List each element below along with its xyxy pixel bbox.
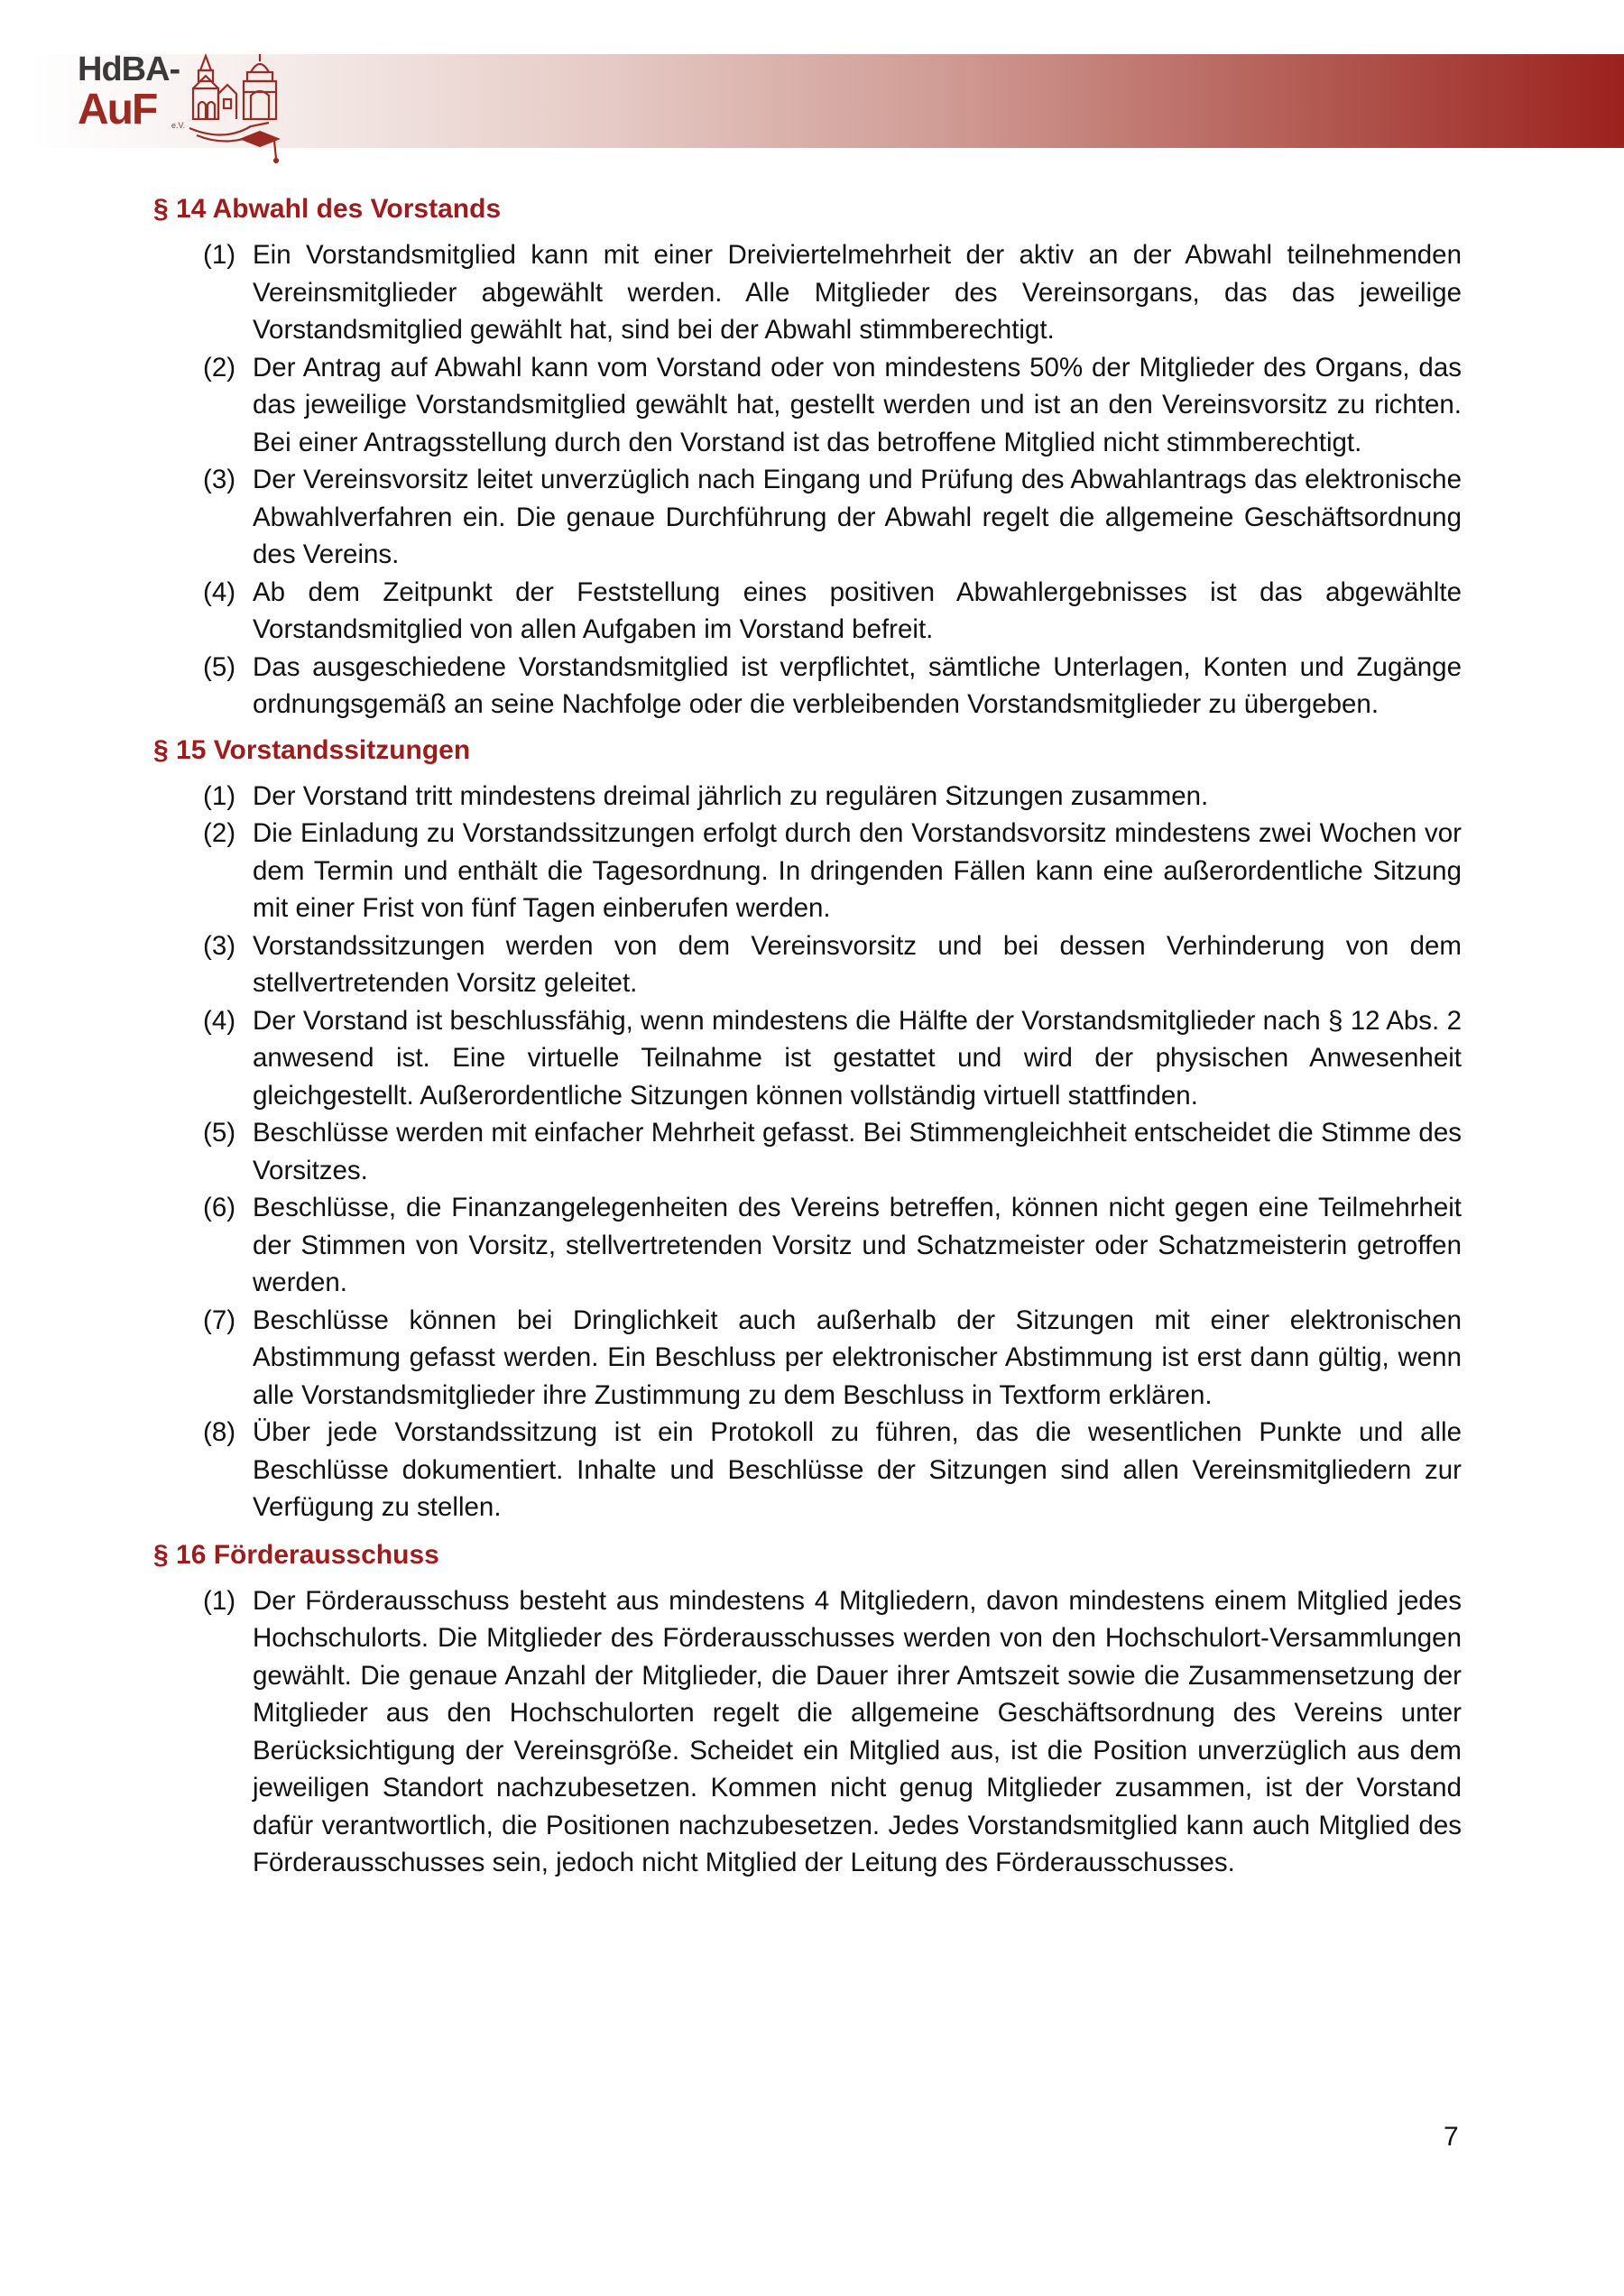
clause-number: (5) — [203, 651, 236, 682]
clause-number: (1) — [203, 780, 236, 811]
organization-logo — [72, 52, 307, 170]
clause-text: Vorstandssitzungen werden von dem Vereinsvorsitz und bei dessen Verhinderung von dem stellvertretenden Vorsitz geleitet. — [253, 930, 1462, 998]
clause-number: (1) — [203, 1585, 236, 1616]
clause-text: Der Vorstand ist beschlussfähig, wenn mindestens die Hälfte der Vorstandsmitglieder nach § 12 Abs. 2 anwesend ist. Eine virtuelle Teilnahme ist gestattet und wird der physischen Anwesenheit gleichgestellt. Außerordentliche Sitzungen können vollständig virtuell stattfinden. — [253, 1005, 1462, 1111]
logo-text-ev: e.V. — [171, 121, 186, 130]
clause-number: (3) — [203, 465, 236, 494]
section-15 — [153, 733, 1462, 1526]
clause-text: Ein Vorstandsmitglied kann mit einer Dreiviertelmehrheit der aktiv an der Abwahl teilnehmenden Vereinsmitglieder abgewählt werden. Alle Mitglieder des Vereinsorgans, das das jeweilige Vorstandsmitglied gewählt hat, sind bei der Abwahl stimmberechtigt. — [253, 240, 1462, 345]
clause-item — [153, 349, 1462, 462]
clause-number: (4) — [203, 576, 236, 607]
clause-item — [153, 1302, 1462, 1415]
clause-text: Beschlüsse werden mit einfacher Mehrheit gefasst. Bei Stimmengleichheit entscheidet die Stimme des Vorsitzes. — [253, 1118, 1462, 1185]
clause-number: (2) — [203, 352, 236, 383]
clause-item — [153, 461, 1462, 574]
section-16 — [153, 1537, 1462, 1882]
clause-number: (6) — [203, 1193, 236, 1222]
section-heading: § 15 Vorstandssitzungen — [153, 734, 471, 765]
clause-number: (7) — [203, 1305, 236, 1335]
clause-item — [153, 1114, 1462, 1189]
clause-number: (4) — [203, 1005, 236, 1036]
clause-text: Das ausgeschiedene Vorstandsmitglied ist verpflichtet, sämtliche Unterlagen, Konten und Zugänge ordnungsgemäß an seine Nachfolge oder die verbleibenden Vorstandsmitglieder zu übergeben. — [253, 651, 1462, 719]
clause-number: (5) — [203, 1118, 236, 1148]
clause-number: (2) — [203, 818, 236, 848]
clause-number: (3) — [203, 930, 236, 961]
clause-text: Der Förderausschuss besteht aus mindestens 4 Mitgliedern, davon mindestens einem Mitglied jedes Hochschulorts. Die Mitglieder des Förderausschusses werden von den Hochschulort-Versammlungen gewählt. Die genaue Anzahl der Mitglieder, die Dauer ihrer Amtszeit sowie die Zusammensetzung der Mitglieder aus den Hochschulorten regelt die allgemeine Geschäftsordnung des Vereins unter Berücksichtigung der Vereinsgröße. Scheidet ein Mitglied aus, ist die Position unverzüglich aus dem jeweiligen Standort nachzubesetzen. Kommen nicht genug Mitglieder zusammen, ist der Vorstand dafür verantwortlich, die Positionen nachzubesetzen. Jedes Vorstandsmitglied kann auch Mitglied des Förderausschusses sein, jedoch nicht Mitglied der Leitung des Förderausschusses. — [253, 1585, 1462, 1877]
clause-text: Über jede Vorstandssitzung ist ein Protokoll zu führen, das die wesentlichen Punkte und alle Beschlüsse dokumentiert. Inhalte und Beschlüsse der Sitzungen sind allen Vereinsmitgliedern zur Verfügung zu stellen. — [253, 1417, 1462, 1522]
clause-list — [153, 778, 1462, 1526]
clause-list — [153, 236, 1462, 724]
logo-text-hdba: HdBA- — [78, 51, 180, 88]
clause-item — [153, 815, 1462, 927]
clause-item — [153, 649, 1462, 724]
clause-item — [153, 778, 1462, 816]
clause-item — [153, 1414, 1462, 1526]
clause-text: Der Vorstand tritt mindestens dreimal jährlich zu regulären Sitzungen zusammen. — [253, 780, 1209, 811]
clause-item — [153, 1189, 1462, 1302]
document-body — [153, 191, 1462, 1882]
clause-number: (8) — [203, 1417, 236, 1447]
clause-item — [153, 1002, 1462, 1115]
section-heading: § 14 Abwahl des Vorstands — [153, 194, 502, 224]
clause-text: Ab dem Zeitpunkt der Feststellung eines positiven Abwahlergebnisses ist das abgewählte Vorstandsmitglied von allen Aufgaben im Vorstand befreit. — [253, 576, 1462, 644]
clause-item — [153, 236, 1462, 349]
clause-text: Beschlüsse, die Finanzangelegenheiten des Vereins betreffen, können nicht gegen eine Teilmehrheit der Stimmen von Vorsitz, stellvertretenden Vorsitz und Schatzmeister oder Schatzmeisterin getroffen werden. — [253, 1193, 1462, 1297]
section-14 — [153, 191, 1462, 724]
section-heading: § 16 Förderausschuss — [153, 1539, 439, 1570]
clause-list — [153, 1582, 1462, 1882]
clause-text: Der Vereinsvorsitz leitet unverzüglich nach Eingang und Prüfung des Abwahlantrags das elektronische Abwahlverfahren ein. Die genaue Durchführung der Abwahl regelt die allgemeine Geschäftsordnung des Vereins. — [253, 465, 1462, 569]
clause-item — [153, 574, 1462, 649]
logo-text-auf: AuF — [78, 86, 157, 134]
clause-item — [153, 1582, 1462, 1882]
clause-text: Die Einladung zu Vorstandssitzungen erfolgt durch den Vorstandsvorsitz mindestens zwei Wochen vor dem Termin und enthält die Tagesordnung. In dringenden Fällen kann eine außerordentliche Sitzung mit einer Frist von fünf Tagen einberufen werden. — [253, 818, 1462, 923]
clause-item — [153, 927, 1462, 1002]
clause-number: (1) — [203, 240, 236, 270]
clause-text: Beschlüsse können bei Dringlichkeit auch außerhalb der Sitzungen mit einer elektronischen Abstimmung gefasst werden. Ein Beschluss per elektronischer Abstimmung ist erst dann gültig, wenn alle Vorstandsmitglieder ihre Zustimmung zu dem Beschluss in Textform erklären. — [253, 1305, 1462, 1410]
university-buildings-icon — [188, 52, 296, 170]
clause-text: Der Antrag auf Abwahl kann vom Vorstand oder von mindestens 50% der Mitglieder des Organs, das das jeweilige Vorstandsmitglied gewählt hat, gestellt werden und ist an den Vereinsvorsitz zu richten. Bei einer Antragsstellung durch den Vorstand ist das betroffene Mitglied nicht stimmberechtigt. — [253, 352, 1462, 457]
page-number: 7 — [1444, 2122, 1459, 2152]
